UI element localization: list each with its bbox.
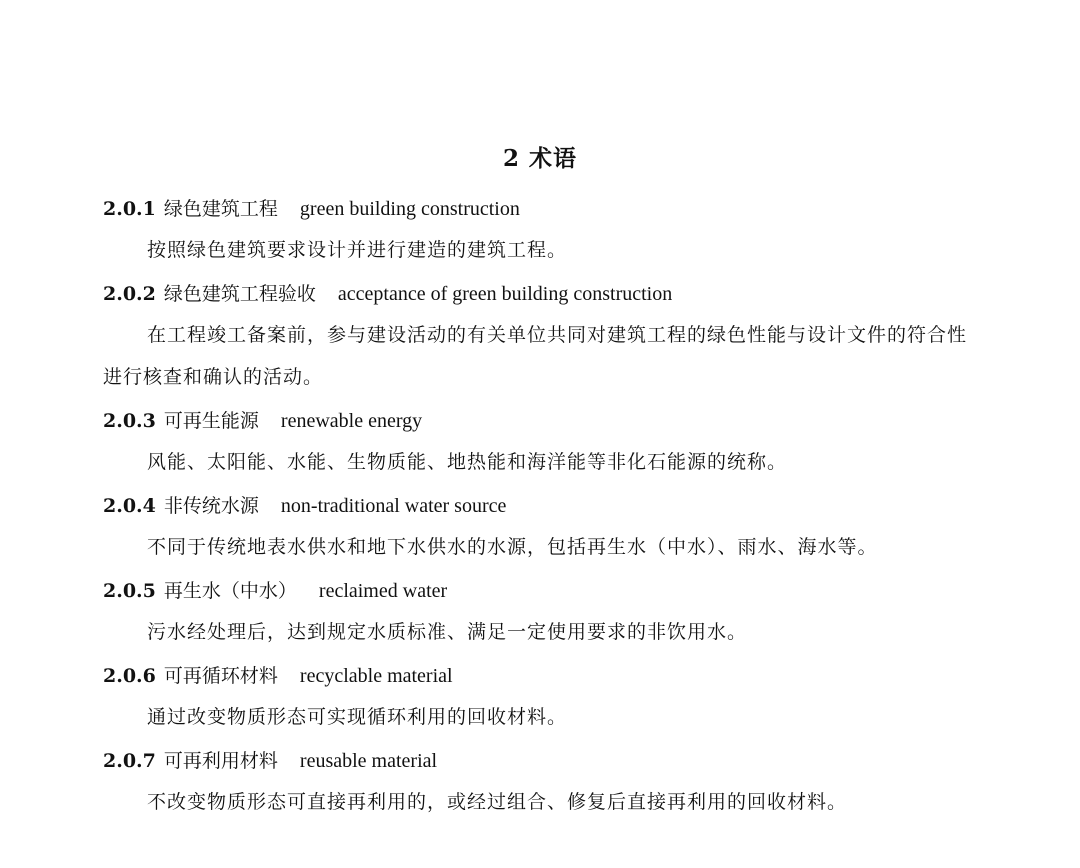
term-heading-2-0-5 <box>103 576 447 606</box>
term-heading-2-0-3 <box>103 406 422 436</box>
term-heading-2-0-6 <box>103 661 453 691</box>
term-chinese-name: 再生水（中水） <box>163 580 297 602</box>
term-definition-2-0-4: 不同于传统地表水供水和地下水供水的水源，包括再生水（中水）、雨水、海水等。 <box>147 536 878 558</box>
term-number: 2.0.5 <box>103 580 156 602</box>
term-number: 2.0.1 <box>103 198 156 220</box>
term-definition-2-0-3: 风能、太阳能、水能、生物质能、地热能和海洋能等非化石能源的统称。 <box>147 451 788 473</box>
term-definition-2-0-2: 在工程竣工备案前，参与建设活动的有关单位共同对建筑工程的绿色性能与设计文件的符合性进行核查和确认的活动。 <box>103 324 968 388</box>
term-chinese-name: 可再循环材料 <box>163 665 278 687</box>
term-definition-2-0-5: 污水经处理后，达到规定水质标准、满足一定使用要求的非饮用水。 <box>147 621 748 643</box>
term-number: 2.0.7 <box>103 750 156 772</box>
term-number: 2.0.6 <box>103 665 156 687</box>
term-number: 2.0.2 <box>103 283 156 305</box>
term-english-name: recyclable material <box>299 665 453 687</box>
term-chinese-name: 可再利用材料 <box>163 750 278 772</box>
term-definition-2-0-6: 通过改变物质形态可实现循环利用的回收材料。 <box>147 706 568 728</box>
term-english-name: acceptance of green building construction <box>337 283 673 305</box>
term-english-name: non-traditional water source <box>280 495 507 517</box>
chapter-title: 2 术语 <box>502 145 577 172</box>
term-number: 2.0.4 <box>103 495 156 517</box>
term-english-name: reusable material <box>299 750 438 772</box>
term-chinese-name: 绿色建筑工程 <box>163 198 278 220</box>
term-english-name: reclaimed water <box>318 580 448 602</box>
term-number: 2.0.3 <box>103 410 156 432</box>
term-chinese-name: 非传统水源 <box>163 495 259 517</box>
term-heading-2-0-1 <box>103 194 520 224</box>
term-english-name: green building construction <box>299 198 520 220</box>
term-english-name: renewable energy <box>280 410 423 432</box>
term-heading-2-0-7 <box>103 746 437 776</box>
term-chinese-name: 可再生能源 <box>163 410 259 432</box>
term-chinese-name: 绿色建筑工程验收 <box>163 283 316 305</box>
term-heading-2-0-2 <box>103 279 672 309</box>
term-definition-2-0-1: 按照绿色建筑要求设计并进行建造的建筑工程。 <box>147 239 568 261</box>
term-definition-2-0-7: 不改变物质形态可直接再利用的，或经过组合、修复后直接再利用的回收材料。 <box>147 791 848 813</box>
term-heading-2-0-4 <box>103 491 506 521</box>
